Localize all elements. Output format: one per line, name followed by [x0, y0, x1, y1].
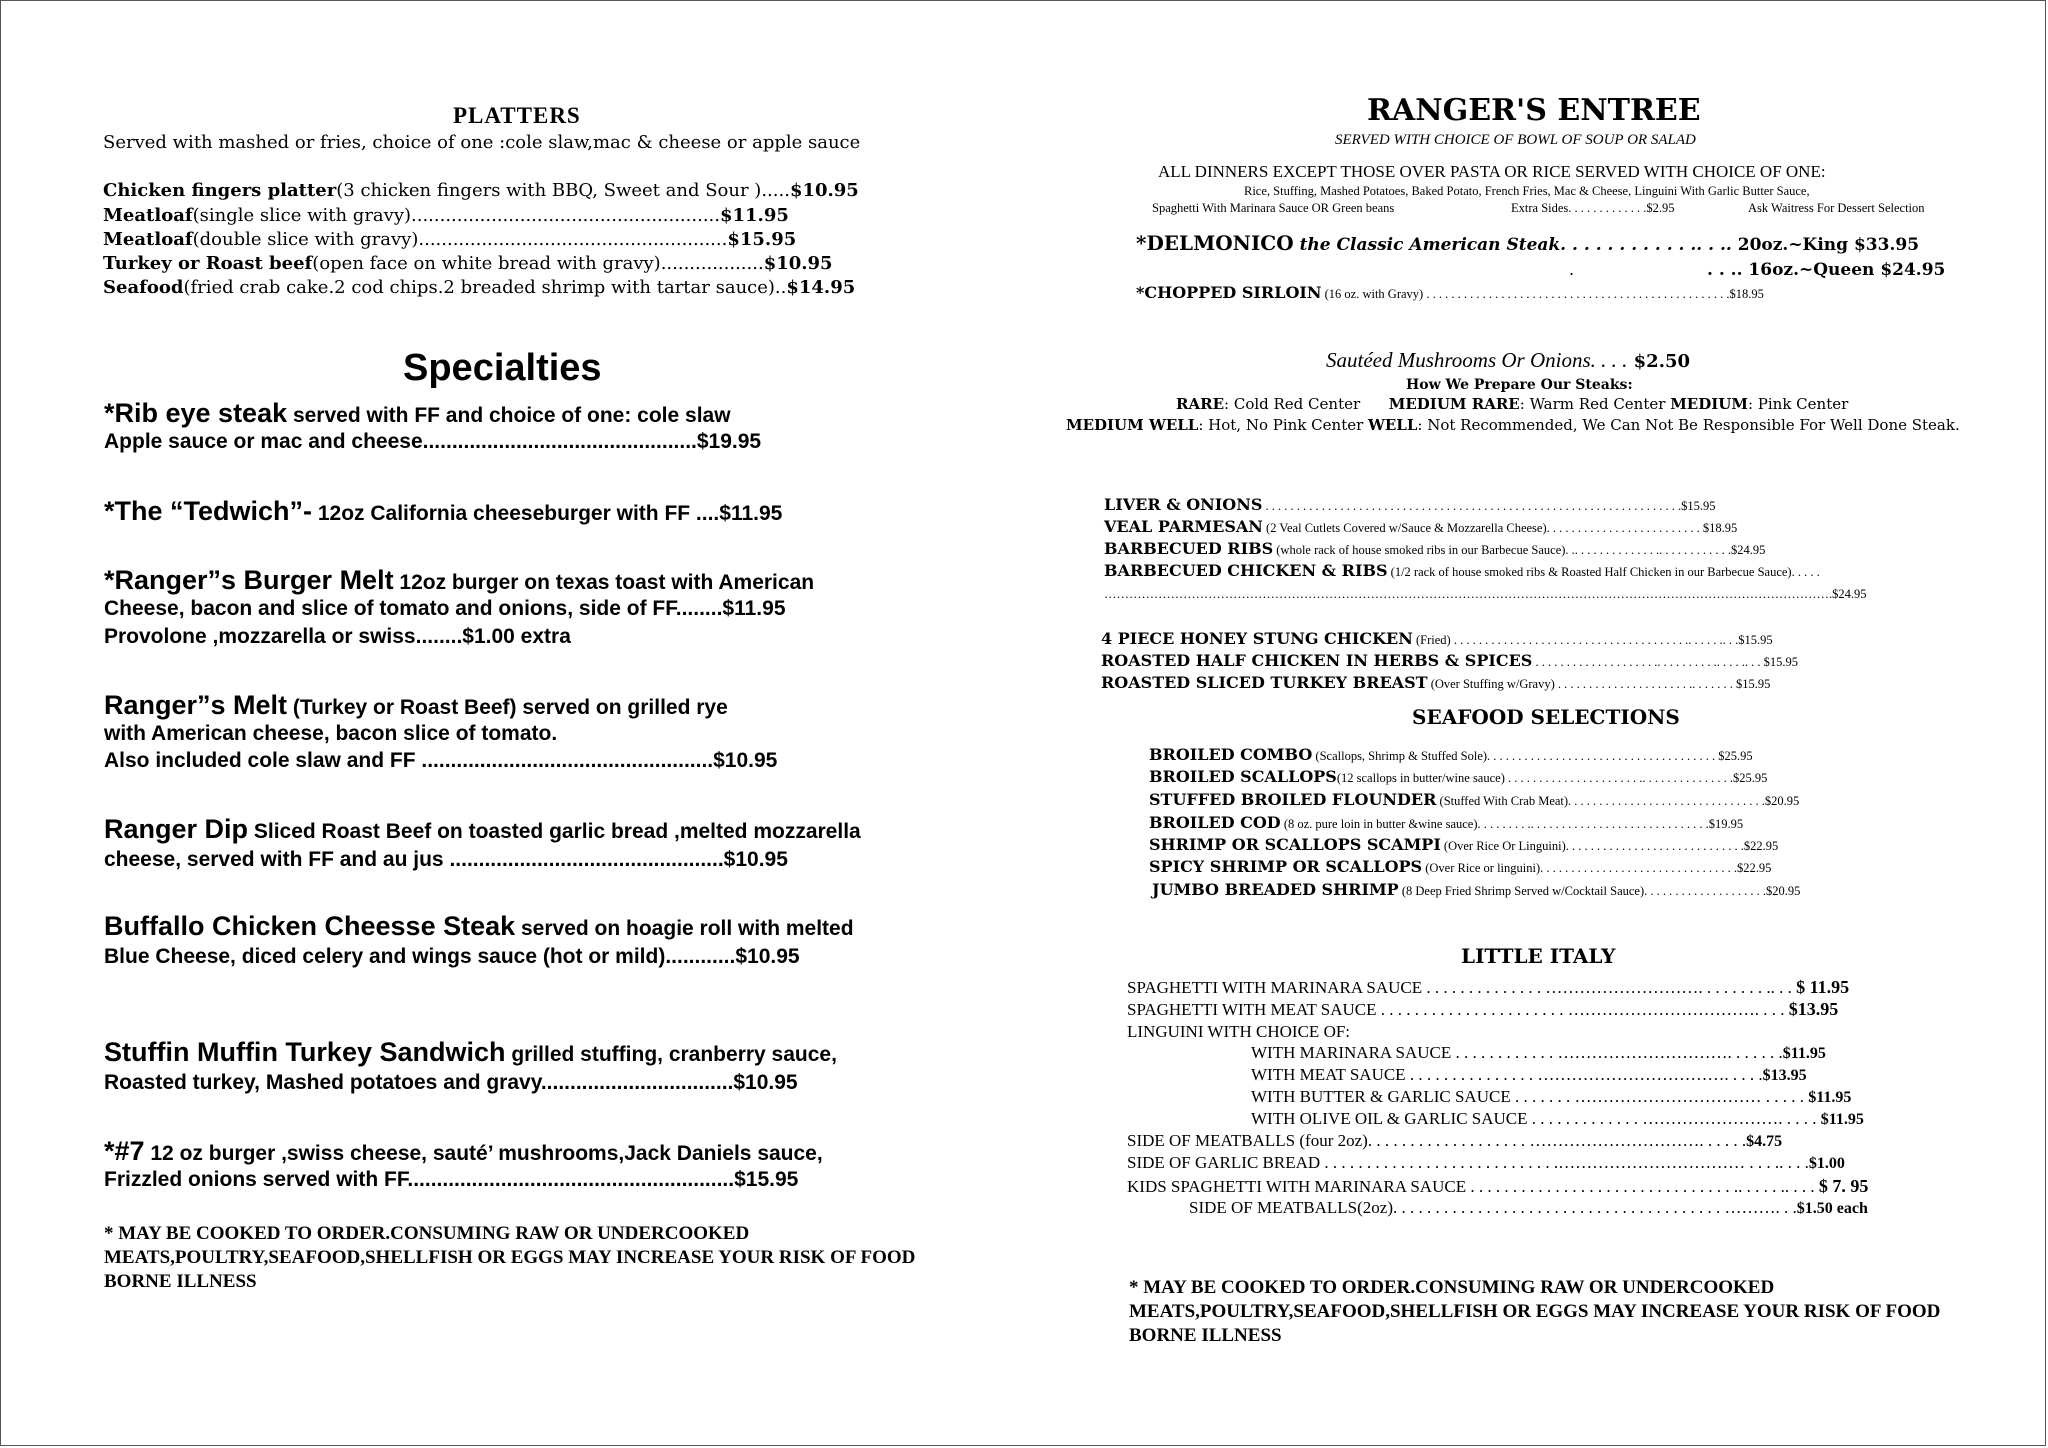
- entree-item: ROASTED SLICED TURKEY BREAST (Over Stuffing w/Gravy) . . . . . . . . . . . . . . . . . . . . . .. . . . . . . $15.95: [1101, 673, 1771, 692]
- entree-subtitle: SERVED WITH CHOICE OF BOWL OF SOUP OR SALAD: [1335, 132, 1696, 148]
- specialty-item: Ranger”s Melt (Turkey or Roast Beef) served on grilled rye: [104, 690, 728, 720]
- italy-item: WITH MARINARA SAUCE . . . . . . . . . . . . …………………………. . . . . . .$11.95: [1251, 1043, 1826, 1062]
- platters-title: PLATTERS: [453, 103, 581, 128]
- seafood-item: SPICY SHRIMP OR SCALLOPS (Over Rice or linguini). . . . . . . . . . . . . . . . . . . . . . . . . . . . . . . .$22.95: [1149, 857, 1772, 876]
- steak-doneness-1: RARE: Cold Red Center MEDIUM RARE: Warm Red Center MEDIUM: Pink Center: [1176, 395, 1849, 413]
- chopped-sirloin-item: *CHOPPED SIRLOIN (16 oz. with Gravy) . . . . . . . . . . . . . . . . . . . . . . . . . . . . . . . . . . . . . . . . . . . . . . . . .$18.95: [1136, 283, 1764, 302]
- little-italy-title: LITTLE ITALY: [1461, 944, 1616, 968]
- specialty-line: Cheese, bacon and slice of tomato and onions, side of FF........$11.95: [104, 597, 786, 620]
- extra-sides: Extra Sides. . . . . . . . . . . . .$2.95: [1511, 201, 1675, 215]
- entree-title: RANGER'S ENTREE: [1367, 93, 1701, 128]
- specialty-item: Buffallo Chicken Cheesse Steak served on hoagie roll with melted: [104, 911, 854, 941]
- entree-item: ………………………………………………………………………………………………………………………………………………………….$24.95: [1104, 587, 1867, 601]
- sides-list-2: Spaghetti With Marinara Sauce OR Green beans: [1152, 201, 1395, 215]
- mushrooms-onions: Sautéed Mushrooms Or Onions. . . . $2.50: [1326, 348, 1691, 372]
- seafood-item: BROILED SCALLOPS(12 scallops in butter/wine sauce) . . . . . . . . . . . . . . . . . . . . . .. . . . . . . . . . . . . . .$25.95: [1149, 767, 1768, 786]
- italy-item: SIDE OF MEATBALLS (four 2oz). . . . . . . . . . . . . . . . . . . …………………………. . . . . .$4.75: [1127, 1131, 1783, 1150]
- platters-subtitle: Served with mashed or fries, choice of one :cole slaw,mac & cheese or apple sauce: [103, 132, 861, 153]
- italy-item: SIDE OF MEATBALLS(2oz). . . . . . . . . . . . . . . . . . . . . . . . . . . . . . . . . . . . . . . ………. . .$1.50 each: [1189, 1198, 1868, 1217]
- italy-item: WITH BUTTER & GARLIC SAUCE . . . . . . . …………………………… . . . . . $11.95: [1251, 1087, 1852, 1106]
- entree-item: BARBECUED RIBS (whole rack of house smoked ribs in our Barbecue Sauce). .. . . . . . . . . . . . . .. . . . . . . . . . . .$24.95: [1104, 539, 1766, 558]
- platter-item: Seafood(fried crab cake.2 cod chips.2 breaded shrimp with tartar sauce)..$14.95: [103, 277, 856, 298]
- specialty-line: with American cheese, bacon slice of tomato.: [104, 722, 558, 745]
- specialty-item: *#7 12 oz burger ,swiss cheese, sauté’ mushrooms,Jack Daniels sauce,: [104, 1136, 823, 1166]
- entree-item: 4 PIECE HONEY STUNG CHICKEN (Fried) . . . . . . . . . . . . . . . . . . . . . . . . . . . . . . . . . . . . . .. . . . . .. . .$15.95: [1101, 629, 1773, 648]
- italy-item: WITH OLIVE OIL & GARLIC SAUCE . . . . . . . . . . . . . ……………………. . . . . $11.95: [1251, 1109, 1864, 1128]
- specialty-item: Stuffin Muffin Turkey Sandwich grilled stuffing, cranberry sauce,: [104, 1037, 837, 1067]
- platter-item: Meatloaf(double slice with gravy)......................................................$15.95: [103, 229, 797, 250]
- specialty-line: Blue Cheese, diced celery and wings sauce (hot or mild)............$10.95: [104, 945, 800, 968]
- entree-item: LIVER & ONIONS . . . . . . . . . . . . . . . . . . . . . . . . . . . . . . . . . . . . . . . . . . . . . . . . . . . . . . . . . . . . . . . . . . .$15.95: [1104, 495, 1716, 514]
- italy-item: KIDS SPAGHETTI WITH MARINARA SAUCE . . . . . . . . . . . . . . . . . . . . . . . . . . . . . . . .. . . . . .. . . . $ 7. 95: [1127, 1176, 1869, 1196]
- italy-item: WITH MEAT SAUCE . . . . . . . . . . . . . . . ……………………………. . . . .$13.95: [1251, 1065, 1807, 1084]
- seafood-title: SEAFOOD SELECTIONS: [1412, 705, 1680, 729]
- specialty-line: Roasted turkey, Mashed potatoes and gravy.................................$10.95: [104, 1071, 798, 1094]
- seafood-item: BROILED COD (8 oz. pure loin in butter &wine sauce). . . . . . . . .. . . . . . . . . . . . . . . . . . . . . . . . . . . . .$19.95: [1149, 813, 1744, 832]
- entree-item: BARBECUED CHICKEN & RIBS (1/2 rack of house smoked ribs & Roasted Half Chicken in our Barbecue Sauce). . . . .: [1104, 561, 1820, 580]
- seafood-item: JUMBO BREADED SHRIMP (8 Deep Fried Shrimp Served w/Cocktail Sauce). . . . . . . . . . . . . . . . . . . .$20.95: [1152, 880, 1801, 899]
- seafood-item: BROILED COMBO (Scallops, Shrimp & Stuffed Sole). . . . . . . . . . . . . . . . . . . . . . . . . . . . . . . . . . . . . $25.95: [1149, 745, 1753, 764]
- food-safety-warning: * MAY BE COOKED TO ORDER.CONSUMING RAW OR UNDERCOOKED MEATS,POULTRY,SEAFOOD,SHELLFISH OR EGGS MAY INCREASE YOUR RISK OF FOOD BORNE ILLNESS: [104, 1223, 916, 1292]
- delmonico-item: *DELMONICO the Classic American Steak. . . . . . . . . . . .. . .. 20oz.~King $33.95: [1136, 231, 1920, 255]
- italy-item: LINGUINI WITH CHOICE OF:: [1127, 1022, 1351, 1041]
- steak-prep-title: How We Prepare Our Steaks:: [1406, 377, 1633, 393]
- specialty-item: *Rib eye steak served with FF and choice of one: cole slaw: [104, 398, 731, 428]
- italy-item: SPAGHETTI WITH MARINARA SAUCE . . . . . . . . . . . . . . ………………………. . . . . . . . .. . . $ 11.95: [1127, 977, 1850, 997]
- specialty-item: *Ranger”s Burger Melt 12oz burger on texas toast with American: [104, 565, 815, 595]
- delmonico-queen: . . .. 16oz.~Queen $24.95: [1707, 260, 1946, 280]
- sides-list: Rice, Stuffing, Mashed Potatoes, Baked Potato, French Fries, Mac & Cheese, Linguini With Garlic Butter Sauce,: [1244, 184, 1810, 198]
- specialty-line: Provolone ,mozzarella or swiss........$1.00 extra: [104, 625, 571, 648]
- platter-item: Turkey or Roast beef(open face on white bread with gravy)..................$10.95: [103, 253, 833, 274]
- specialty-item: *The “Tedwich”- 12oz California cheeseburger with FF ....$11.95: [104, 496, 783, 526]
- italy-item: SPAGHETTI WITH MEAT SAUCE . . . . . . . . . . . . . . . . . . . . . . ……………………………. . . . $13.95: [1127, 999, 1839, 1019]
- seafood-item: SHRIMP OR SCALLOPS SCAMPI (Over Rice Or Linguini). . . . . . . . . . . . . . . . . . . . . . . . . . . . .$22.95: [1149, 835, 1779, 854]
- food-safety-warning-2: * MAY BE COOKED TO ORDER.CONSUMING RAW OR UNDERCOOKED MEATS,POULTRY,SEAFOOD,SHELLFISH OR EGGS MAY INCREASE YOUR RISK OF FOOD BORNE ILLNESS: [1129, 1277, 1941, 1346]
- specialties-title: Specialties: [403, 347, 602, 389]
- platter-item: Chicken fingers platter(3 chicken fingers with BBQ, Sweet and Sour ).....$10.95: [103, 180, 859, 201]
- specialty-line: Also included cole slaw and FF ..................................................$10.95: [104, 749, 778, 772]
- specialty-line: Frizzled onions served with FF........................................................$15.95: [104, 1168, 799, 1191]
- specialty-line: cheese, served with FF and au jus ...............................................$10.95: [104, 848, 788, 871]
- specialty-item: Ranger Dip Sliced Roast Beef on toasted garlic bread ,melted mozzarella: [104, 814, 861, 844]
- dinners-choice-line: ALL DINNERS EXCEPT THOSE OVER PASTA OR RICE SERVED WITH CHOICE OF ONE:: [1158, 162, 1826, 181]
- entree-item: VEAL PARMESAN (2 Veal Cutlets Covered w/Sauce & Mozzarella Cheese). . . . . . . . . . . . . . . . . . . . . . . . . $18.95: [1104, 517, 1738, 536]
- steak-doneness-2: MEDIUM WELL: Hot, No Pink Center WELL: Not Recommended, We Can Not Be Responsible For Well Done Steak.: [1066, 416, 1960, 434]
- specialty-line: Apple sauce or mac and cheese...............................................$19.95: [104, 430, 762, 453]
- dessert-note: Ask Waitress For Dessert Selection: [1748, 201, 1925, 215]
- delmonico-queen-dot: .: [1569, 260, 1575, 279]
- entree-item: ROASTED HALF CHICKEN IN HERBS & SPICES . . . . . . . . . . . . . . . . . . . .. . . . . . . . . .. . . . .. . . $15.95: [1101, 651, 1798, 670]
- seafood-item: STUFFED BROILED FLOUNDER (Stuffed With Crab Meat). . . . . . . . . . . . . . . . . . . . . . . . . . . . . . . .$20.95: [1149, 790, 1800, 809]
- italy-item: SIDE OF GARLIC BREAD . . . . . . . . . . . . . . . . . . . . . . . . . . . .…………………………… . . . .. . . .$1.00: [1127, 1153, 1845, 1172]
- platter-item: Meatloaf(single slice with gravy)......................................................$11.95: [103, 205, 789, 226]
